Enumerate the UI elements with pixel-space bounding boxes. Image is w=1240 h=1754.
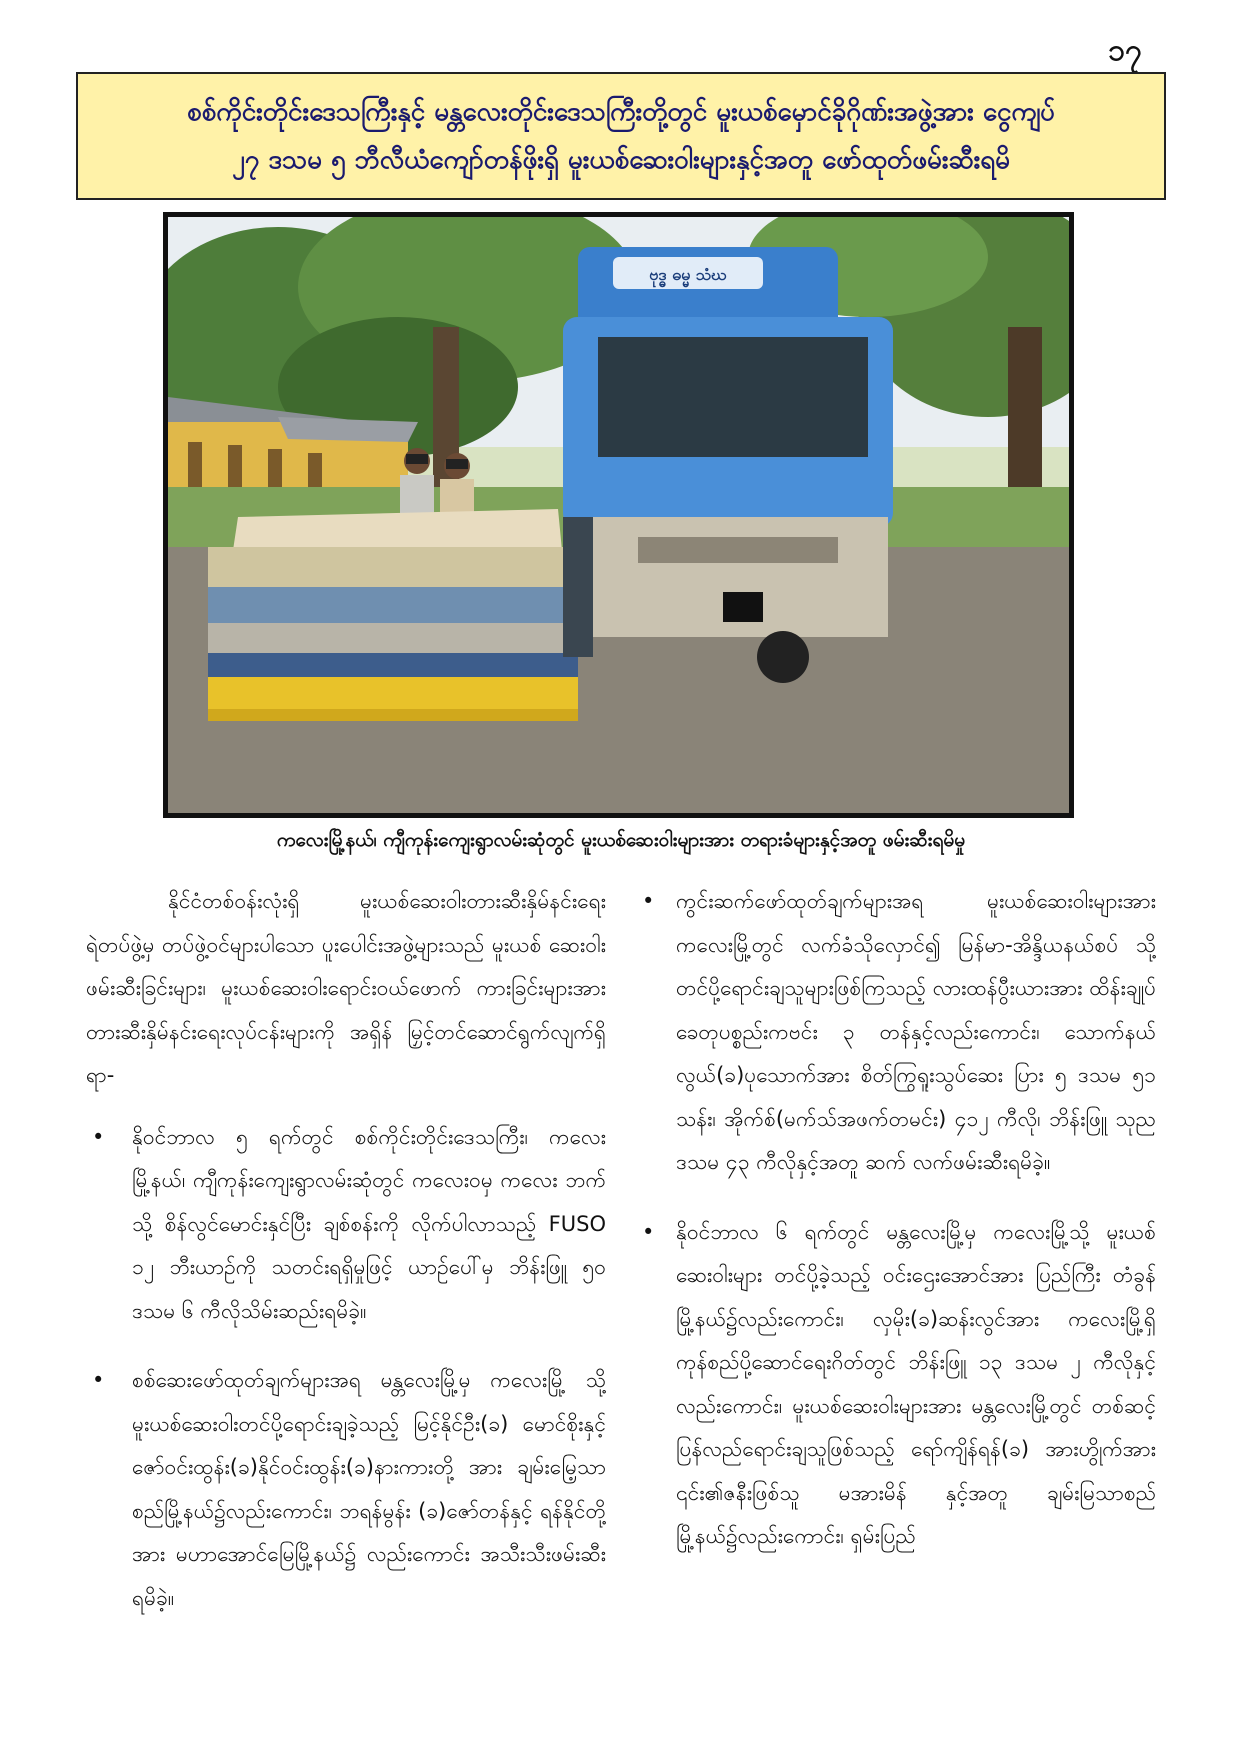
list-item [636,880,1156,1185]
left-bullet-list [86,1116,606,1621]
bullet-icon: • [92,1124,105,1149]
drug-packages [208,509,578,721]
photo-caption: ကလေးမြို့နယ်၊ ကျီကုန်းကျေးရွာလမ်းဆုံတွင် မူးယစ်ဆေးဝါးများအား တရားခံများနှင့်အတူ ဖမ်းဆီးရမိမှု [276,829,966,851]
bullet-icon: • [642,1219,655,1244]
bullet-text: နိုဝင်ဘာလ ၆ ရက်တွင် မန္တလေးမြို့မှ ကလေးမြို့သို့ မူးယစ် ဆေးဝါးများ တင်ပို့ခဲ့သည့် ဝင်းဌေးအောင်အား ပြည်ကြီး တံခွန်မြို့နယ်၌လည်းကောင်း၊ လှမိုး(ခ)ဆန်းလွင်အား ကလေးမြို့ရှိ ကုန်စည်ပို့ဆောင်ရေးဂိတ်တွင် ဘိန်းဖြူ ၁၃ ဒသမ ၂ ကီလိုနှင့်လည်းကောင်း၊ မူးယစ်ဆေးဝါးများအား မန္တလေးမြို့တွင် တစ်ဆင့်ပြန်လည်ရောင်းချသူဖြစ်သည့် ရော်ကျိန်ရန်(ခ) အားဟွိုက်အား ၎င်း၏ဇနီးဖြစ်သူ မအားမိန် နှင့်အတူ ချမ်းမြသာစည်မြို့နယ်၌လည်းကောင်း၊ ရှမ်းပြည် [676,1219,1156,1548]
truck-sign-text: ဗုဒ္ဓ ဓမ္မ သံဃ [649,265,727,284]
bullet-text: နိုဝင်ဘာလ ၅ ရက်တွင် စစ်ကိုင်းတိုင်းဒေသကြီး၊ ကလေး မြို့နယ်၊ ကျီကုန်းကျေးရွာလမ်းဆုံတွင် ကလေးဝမှ ကလေး ဘက်သို့ စိန်လွင်မောင်းနှင်ပြီး ချစ်စန်းကို လိုက်ပါလာသည့် FUSO ၁၂ ဘီးယာဉ်ကို သတင်းရရှိမှုဖြင့် ယာဉ်ပေါ်မှ ဘိန်းဖြူ ၅၀ ဒသမ ၆ ကီလိုသိမ်းဆည်းရမိခဲ့။ [132,1124,606,1323]
headline-line-2: ၂၇ ဒသမ ၅ ဘီလီယံကျော်တန်ဖိုးရှိ မူးယစ်ဆေးဝါးများနှင့်အတူ ဖော်ထုတ်ဖမ်းဆီးရမိ [231,145,1011,175]
left-column [86,880,606,1646]
intro-paragraph: နိုင်ငံတစ်ဝန်းလုံးရှိ မူးယစ်ဆေးဝါးတားဆီးနှိမ်နင်းရေး ရဲတပ်ဖွဲ့မှ တပ်ဖွဲ့ဝင်များပါသော ပူးပေါင်းအဖွဲ့များသည် မူးယစ် ဆေးဝါးဖမ်းဆီးခြင်းများ၊ မူးယစ်ဆေးဝါးရောင်းဝယ်ဖောက် ကားခြင်းများအား တားဆီးနှိမ်နင်းရေးလုပ်ငန်းများကို အရှိန် မြှင့်တင်ဆောင်ရွက်လျက်ရှိရာ- [86,889,606,1087]
list-item [86,1359,606,1620]
bullet-text: စစ်ဆေးဖော်ထုတ်ချက်များအရ မန္တလေးမြို့မှ ကလေးမြို့ သို့ မူးယစ်ဆေးဝါးတင်ပို့ရောင်းချခဲ့သည့် မြင့်နိုင်ဦး(ခ) မောင်စိုးနှင့် ဇော်ဝင်းထွန်း(ခ)နိုင်ဝင်းထွန်း(ခ)နားကားတို့ အား ချမ်းမြေ့သာစည်မြို့နယ်၌လည်းကောင်း၊ ဘရန်မွန်း (ခ)ဇော်တန်နှင့် ရန်နိုင်တို့အား မဟာအောင်မြေမြို့နယ်၌ လည်းကောင်း အသီးသီးဖမ်းဆီးရမိခဲ့။ [132,1368,606,1610]
redacted-plate [723,592,763,622]
bullet-icon: • [642,889,655,913]
right-column [636,880,1156,1585]
page-number: ၁၇ [1108,33,1142,68]
seizure-photo-illustration [168,217,1069,813]
list-item [636,1211,1156,1559]
seizure-photo [163,212,1074,818]
bullet-text: ကွင်းဆက်ဖော်ထုတ်ချက်များအရ မူးယစ်ဆေးဝါးများအား ကလေးမြို့တွင် လက်ခံသိုလှောင်၍ မြန်မာ-အိန္ဒိယနယ်စပ် သို့ တင်ပို့ရောင်းချသူများဖြစ်ကြသည့် လားထန်ပွီးယားအား ထိန်းချုပ်ခေတုပစ္စည်းကဗင်း ၃ တန်နှင့်လည်းကောင်း၊ သောက်နယ်လွယ်(ခ)ပုသောက်အား စိတ်ကြွရူးသွပ်ဆေး ပြား ၅ ဒသမ ၅၁ သန်း၊ အိုက်စ်(မက်သ်အဖက်တမင်း) ၄၁၂ ကီလို၊ ဘိန်းဖြူ သုည ဒသမ ၄၃ ကီလိုနှင့်အတူ ဆက် လက်ဖမ်းဆီးရမိခဲ့။ [676,889,1156,1174]
headline-box [76,72,1166,200]
right-bullet-list [636,880,1156,1559]
bullet-icon: • [92,1368,105,1392]
list-item [86,1116,606,1334]
headline-line-1: စစ်ကိုင်းတိုင်းဒေသကြီးနှင့် မန္တလေးတိုင်းဒေသကြီးတို့တွင် မူးယစ်မှောင်ခိုဂိုဏ်းအဖွဲ့အား ငွေကျပ် [187,97,1055,127]
